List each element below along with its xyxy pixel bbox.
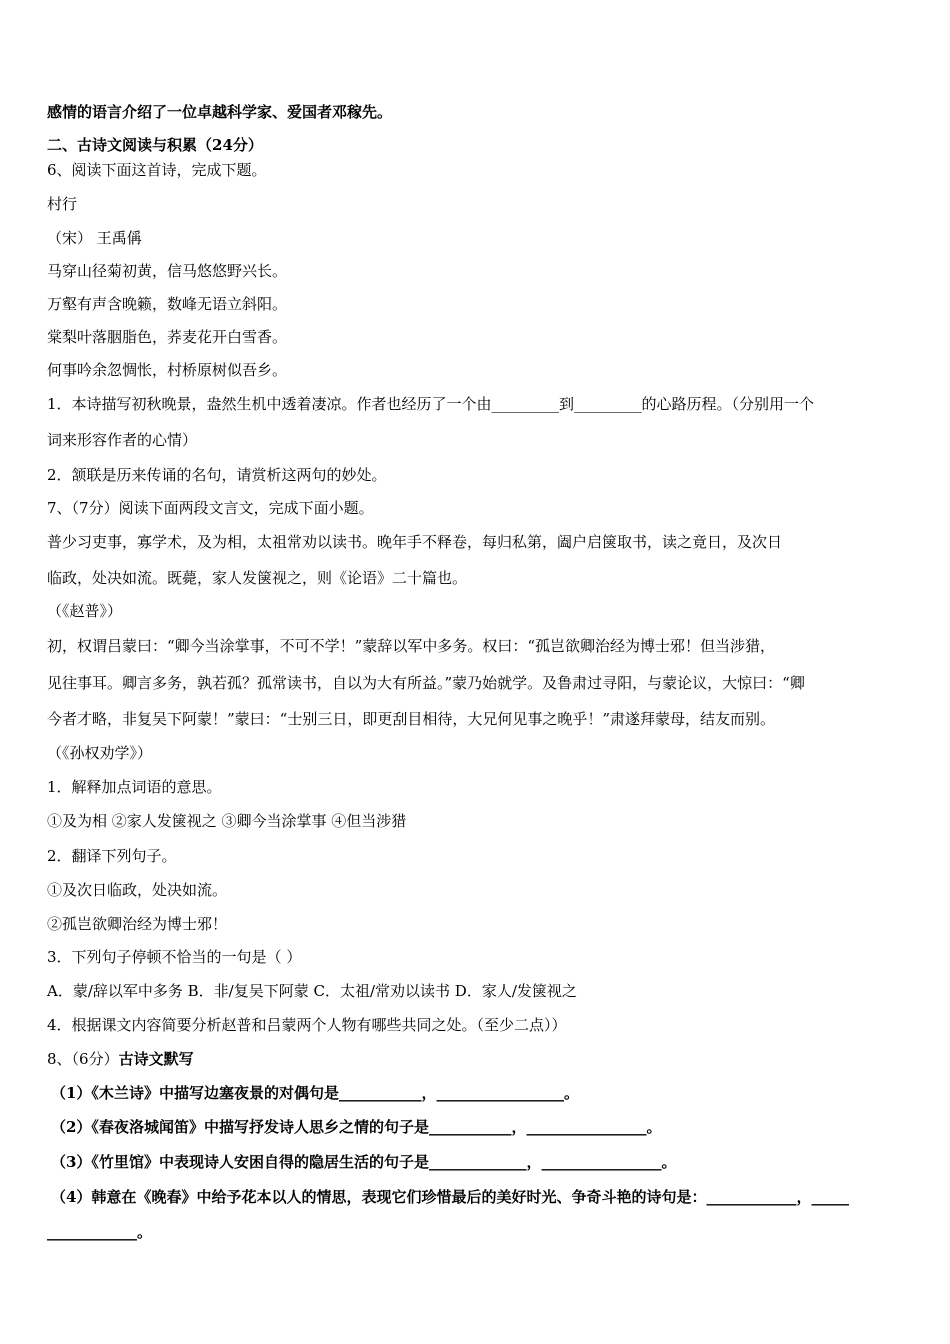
passage-line: 临政，处决如流。既薨，家人发箧视之，则《论语》二十篇也。 (47, 569, 468, 587)
passage-line: 普少习吏事，寡学术，及为相，太祖常劝以读书。晚年手不释卷，每归私第，阖户启箧取书，读之竟日，及次日 (47, 533, 783, 551)
question-text: 4．根据课文内容简要分析赵普和吕蒙两个人物有哪些共同之处。（至少二点）） (47, 1016, 567, 1034)
passage-line: 今者才略，非复吴下阿蒙！”蒙曰：“士别三日，即更刮目相待，大兄何见事之晚乎！”肃遂拜蒙母，结友而别。 (47, 710, 776, 728)
fill-blank-item: （2）《春夜洛城闻笛》中描写抒发诗人思乡之情的句子是___________，________________。 (51, 1118, 662, 1136)
question-6-prompt: 6、阅读下面这首诗，完成下题。 (47, 161, 267, 179)
question-text: 词来形容作者的心情） (47, 431, 198, 449)
text-line: 感情的语言介绍了一位卓越科学家、爱国者邓稼先。 (47, 103, 393, 121)
sentence-item: ②孤岂欲卿治经为博士邪！ (47, 915, 228, 933)
question-text: 3．下列句子停顿不恰当的一句是（ ） (47, 948, 302, 966)
section-heading: 二、古诗文阅读与积累（24分） (47, 136, 263, 154)
poem-author: （宋） 王禹偁 (47, 229, 142, 247)
passage-source: （《赵普》） (47, 602, 123, 620)
passage-source: （《孙权劝学》） (47, 744, 153, 762)
fill-blank-continuation: ____________。 (47, 1223, 153, 1241)
poem-line: 马穿山径菊初黄，信马悠悠野兴长。 (47, 262, 288, 280)
poem-line: 万壑有声含晚籁，数峰无语立斜阳。 (47, 295, 288, 313)
question-8-title: 古诗文默写 (118, 1050, 194, 1068)
poem-line: 何事吟余忽惆怅，村桥原树似吾乡。 (47, 361, 288, 379)
fill-blank-item: （3）《竹里馆》中表现诗人安困自得的隐居生活的句子是_____________，________________。 (51, 1153, 677, 1171)
question-text: 1．本诗描写初秋晚景，盎然生机中透着凄凉。作者也经历了一个由_________到_________的心路历程。（分别用一个 (47, 395, 815, 413)
passage-line: 初，权谓吕蒙曰：“卿今当涂掌事，不可不学！”蒙辞以军中多务。权曰：“孤岂欲卿治经为博士邪！但当涉猎， (47, 637, 776, 655)
fill-blank-item: （1）《木兰诗》中描写边塞夜景的对偶句是___________，_________________。 (51, 1084, 579, 1102)
passage-line: 见往事耳。卿言多务，孰若孤？孤常读书，自以为大有所益。”蒙乃始就学。及鲁肃过寻阳，与蒙论议，大惊曰：“卿 (47, 674, 805, 692)
question-text: 2．翻译下列句子。 (47, 847, 177, 865)
poem-line: 棠梨叶落胭脂色，荞麦花开白雪香。 (47, 328, 288, 346)
fill-blank-item: （4）韩意在《晚春》中给予花本以人的情思，表现它们珍惜最后的美好时光、争奇斗艳的诗句是：____________，_____ (51, 1188, 849, 1206)
question-8-prompt (47, 1049, 194, 1069)
question-8-prefix: 8、（6分） (47, 1050, 119, 1068)
answer-choices: A．蒙/辞以军中多务 B．非/复吴下阿蒙 C．太祖/常劝以读书 D．家人/发箧视之 (47, 982, 577, 1000)
poem-title: 村行 (47, 195, 78, 213)
sentence-item: ①及次日临政，处决如流。 (47, 881, 228, 899)
question-7-prompt: 7、（7分）阅读下面两段文言文，完成下面小题。 (47, 499, 374, 517)
question-options: ①及为相 ②家人发箧视之 ③卿今当涂掌事 ④但当涉猎 (47, 812, 407, 830)
question-text: 1．解释加点词语的意思。 (47, 778, 222, 796)
question-text: 2．颔联是历来传诵的名句，请赏析这两句的妙处。 (47, 466, 387, 484)
